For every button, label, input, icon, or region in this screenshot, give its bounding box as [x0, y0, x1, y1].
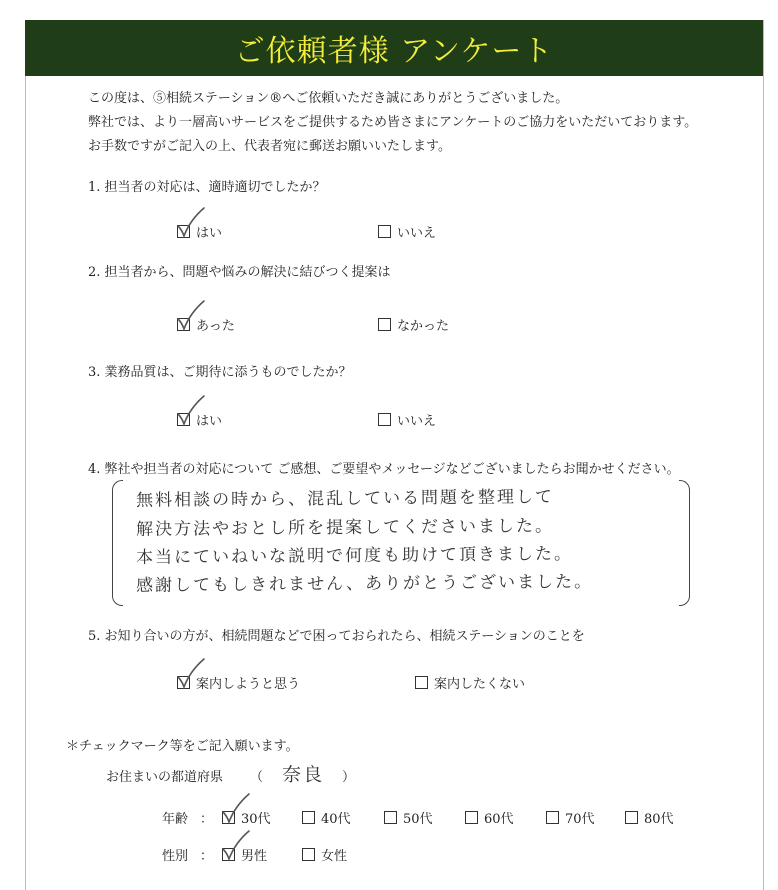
checkmark-icon: [176, 657, 206, 689]
bracket-right: [679, 480, 690, 606]
option-label: 40代: [321, 812, 351, 827]
note: ＊チェックマーク等をご記入願います。: [66, 739, 299, 754]
option-label: 30代: [241, 812, 271, 827]
option-label: 男性: [241, 849, 268, 864]
checkbox[interactable]: [465, 811, 478, 824]
paren-close: ）: [342, 770, 356, 785]
prefecture-label: お住まいの都道府県: [106, 770, 224, 785]
question-5: 5. お知り合いの方が、相続問題などで困っておられたら、相続ステーションのことを: [88, 629, 585, 644]
checkbox[interactable]: [378, 318, 391, 331]
paren-open: （: [250, 770, 264, 785]
age-label: 年齢: [162, 812, 189, 827]
q5-recommend-option[interactable]: [177, 673, 300, 692]
bracket-left: [112, 480, 123, 606]
option-label: 50代: [403, 812, 433, 827]
gender-colon: ：: [200, 849, 214, 864]
checkbox[interactable]: [177, 676, 190, 689]
option-label: 女性: [321, 849, 348, 864]
age-80s-option[interactable]: [625, 808, 674, 827]
q2-yes-option[interactable]: [177, 315, 235, 334]
comment-line: 本当にていねいな説明で何度も助けて頂きました。: [135, 544, 574, 568]
checkbox[interactable]: [302, 811, 315, 824]
option-label: あった: [196, 319, 235, 334]
option-label: 案内したくない: [434, 677, 526, 692]
intro-line: 弊社では、より一層高いサービスをご提供するため皆さまにアンケートのご協力をいただいております。: [88, 115, 698, 130]
checkbox[interactable]: [415, 676, 428, 689]
gender-male-option[interactable]: [222, 845, 267, 864]
checkbox[interactable]: [378, 225, 391, 238]
q2-no-option[interactable]: [378, 315, 449, 334]
age-50s-option[interactable]: [384, 808, 433, 827]
option-label: 70代: [565, 812, 595, 827]
option-label: 80代: [644, 812, 674, 827]
question-3: 3. 業務品質は、ご期待に添うものでしたか？: [88, 365, 352, 380]
checkbox[interactable]: [546, 811, 559, 824]
question-1: 1. 担当者の対応は、適時適切でしたか？: [88, 180, 326, 195]
option-label: いいえ: [397, 414, 437, 429]
option-label: 60代: [484, 812, 514, 827]
checkmark-icon: [221, 792, 251, 824]
q1-yes-option[interactable]: [177, 222, 222, 241]
age-40s-option[interactable]: [302, 808, 351, 827]
option-label: いいえ: [397, 226, 437, 241]
option-label: なかった: [397, 319, 450, 334]
checkbox[interactable]: [625, 811, 638, 824]
checkbox[interactable]: [177, 225, 190, 238]
comment-line: 解決方法やおとし所を提案してくださいました。: [135, 516, 555, 540]
checkmark-icon: [176, 394, 206, 426]
gender-label: 性別: [162, 849, 189, 864]
q1-no-option[interactable]: [378, 222, 436, 241]
age-70s-option[interactable]: [546, 808, 595, 827]
gender-female-option[interactable]: [302, 845, 347, 864]
question-2: 2. 担当者から、問題や悩みの解決に結びつく提案は: [88, 265, 391, 280]
age-colon: ：: [200, 812, 214, 827]
comment-area[interactable]: [112, 480, 690, 606]
checkmark-icon: [176, 206, 206, 238]
checkbox[interactable]: [384, 811, 397, 824]
intro-line: お手数ですがご記入の上、代表者宛に郵送お願いいたします。: [88, 139, 451, 154]
age-60s-option[interactable]: [465, 808, 514, 827]
question-4: 4. 弊社や担当者の対応について ご感想、ご要望やメッセージなどございましたらお聞かせください。: [88, 462, 680, 477]
intro-line: この度は、⑤相続ステーション®へご依頼いただき誠にありがとうございました。: [88, 91, 569, 106]
comment-line: 無料相談の時から、混乱している問題を整理して: [135, 487, 555, 511]
q3-yes-option[interactable]: [177, 410, 222, 429]
checkmark-icon: [221, 829, 251, 861]
checkbox[interactable]: [222, 811, 235, 824]
checkbox[interactable]: [378, 413, 391, 426]
checkmark-icon: [176, 299, 206, 331]
checkbox[interactable]: [177, 413, 190, 426]
option-label: はい: [196, 226, 223, 241]
option-label: はい: [196, 414, 223, 429]
age-30s-option[interactable]: [222, 808, 271, 827]
checkbox[interactable]: [302, 848, 315, 861]
prefecture-value[interactable]: 奈良: [281, 763, 325, 787]
comment-line: 感謝してもしきれません、ありがとうございました。: [135, 572, 594, 596]
option-label: 案内しようと思う: [196, 677, 301, 692]
title-banner: [25, 20, 763, 76]
q5-not-recommend-option[interactable]: [415, 673, 525, 692]
checkbox[interactable]: [222, 848, 235, 861]
page-title: ご依頼者様 アンケート: [234, 34, 554, 69]
q3-no-option[interactable]: [378, 410, 436, 429]
checkbox[interactable]: [177, 318, 190, 331]
